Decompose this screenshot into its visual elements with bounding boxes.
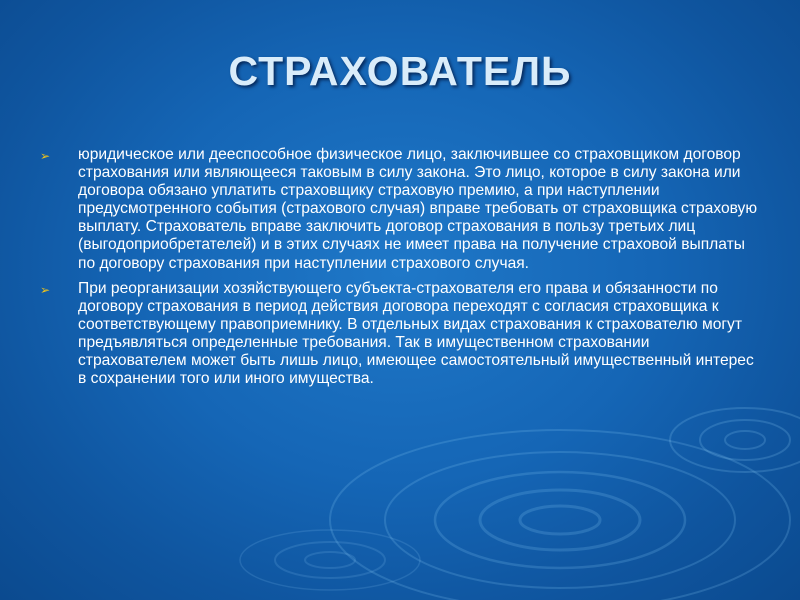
bullet-text: юридическое или дееспособное физическое лицо, заключившее со страховщиком договор страхования или являющееся таковым в силу закона. Это лицо, которое в силу закона или договора обязано уплатить страховщику страховую премию, а при наступлении предусмотренного события (страхового случая) вправе требовать от страховщика страховую выплату. Страхователь вправе заключить договор страхования в пользу третьих лиц (выгодоприобретателей) и в этих случаях не имеет права на получение страховой выплаты по договору страхования при наступлении страхового случая. <box>78 146 758 272</box>
bullet-text: При реорганизации хозяйствующего субъекта-страхователя его права и обязанности по договору страхования в период действия договора переходят с согласия страховщика к соответствующему правоприемнику. В отдельных видах страхования к страхователю могут предъявляться определенные требования. Так в имущественном страховании страхователем может быть лишь лицо, имеющее самостоятельный имущественный интерес в сохранении того или иного имущества. <box>78 279 754 388</box>
slide-title: СТРАХОВАТЕЛЬ <box>228 48 572 94</box>
bullet-item <box>40 146 760 273</box>
arrowhead-bullet-icon: ➢ <box>40 149 51 163</box>
bullet-item <box>40 280 760 389</box>
bullet-list <box>40 146 760 395</box>
arrowhead-bullet-icon: ➢ <box>40 282 51 297</box>
